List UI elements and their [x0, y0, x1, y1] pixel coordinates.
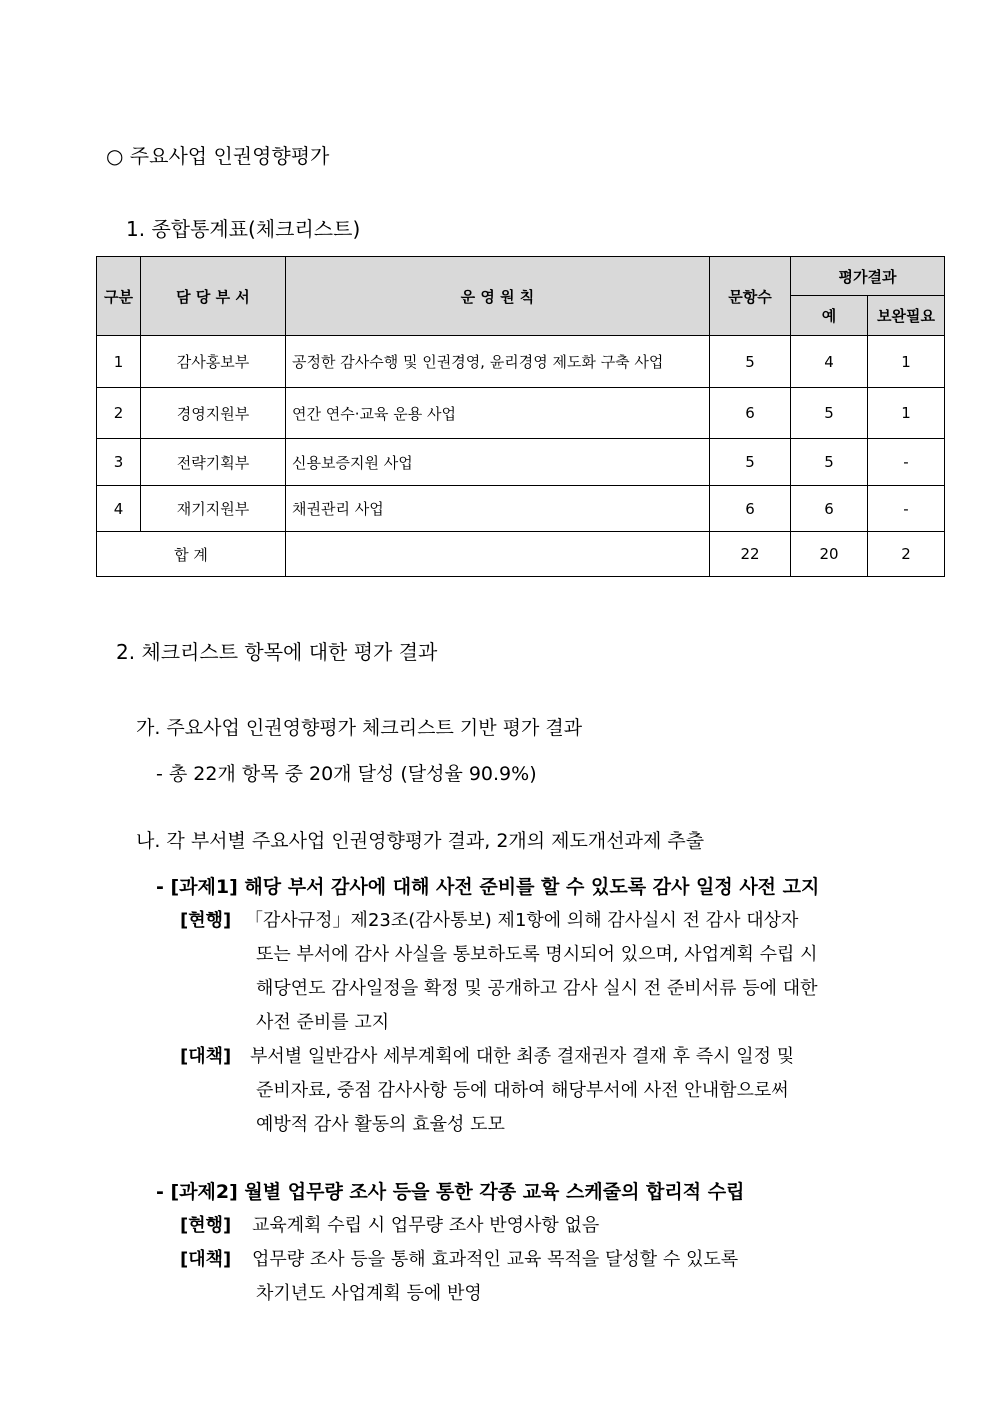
- cell-principle: 공정한 감사수행 및 인권경영, 윤리경영 제도화 구축 사업: [286, 336, 710, 388]
- header-result: 평가결과: [791, 257, 945, 296]
- section1-title: 1. 종합통계표(체크리스트): [126, 217, 361, 241]
- cell-need: -: [868, 439, 945, 486]
- task2-measure-line: 차기년도 사업계획 등에 반영: [256, 1283, 482, 1304]
- task1-measure-line: 부서별 일반감사 세부계획에 대한 최종 결재권자 결재 후 즉시 일정 및: [250, 1046, 795, 1067]
- table-row: [97, 388, 945, 439]
- task1-current-line: 「감사규정」제23조(감사통보) 제1항에 의해 감사실시 전 감사 대상자: [245, 910, 799, 931]
- summary-table: [96, 256, 945, 577]
- cell-need: -: [868, 486, 945, 532]
- subsection-ga-item: - 총 22개 항목 중 20개 달성 (달성율 90.9%): [156, 763, 537, 785]
- table-row: [97, 336, 945, 388]
- task1-measure-line: 준비자료, 중점 감사사항 등에 대하여 해당부서에 사전 안내함으로써: [256, 1080, 789, 1101]
- header-dept: 담 당 부 서: [141, 257, 286, 336]
- main-heading: ○ 주요사업 인권영향평가: [106, 144, 330, 168]
- task1-current-line: 또는 부서에 감사 사실을 통보하도록 명시되어 있으며, 사업계획 수립 시: [256, 944, 818, 965]
- cell-principle: 신용보증지원 사업: [286, 439, 710, 486]
- task2-current-tag: [현행]: [180, 1215, 232, 1236]
- table-total-row: [97, 532, 945, 577]
- cell-need: 1: [868, 336, 945, 388]
- subsection-na-title: 나. 각 부서별 주요사업 인권영향평가 결과, 2개의 제도개선과제 추출: [136, 830, 705, 852]
- cell-no: 1: [97, 336, 141, 388]
- task1-title: - [과제1] 해당 부서 감사에 대해 사전 준비를 할 수 있도록 감사 일정 사전 고지: [156, 876, 820, 898]
- task1-current-tag: [현행]: [180, 910, 232, 931]
- cell-principle: 채권관리 사업: [286, 486, 710, 532]
- header-principle: 운 영 원 칙: [286, 257, 710, 336]
- cell-no: 3: [97, 439, 141, 486]
- cell-no: 4: [97, 486, 141, 532]
- total-label: 합 계: [97, 532, 286, 577]
- cell-dept: 재기지원부: [141, 486, 286, 532]
- header-gubun: 구분: [97, 257, 141, 336]
- cell-dept: 경영지원부: [141, 388, 286, 439]
- header-yes: 예: [791, 296, 868, 336]
- total-count: 22: [710, 532, 791, 577]
- cell-count: 6: [710, 486, 791, 532]
- cell-yes: 6: [791, 486, 868, 532]
- header-need: 보완필요: [868, 296, 945, 336]
- task2-measure-tag: [대책]: [180, 1249, 232, 1270]
- total-need: 2: [868, 532, 945, 577]
- task1-current-line: 사전 준비를 고지: [256, 1012, 390, 1033]
- cell-dept: 감사홍보부: [141, 336, 286, 388]
- cell-need: 1: [868, 388, 945, 439]
- task1-measure-line: 예방적 감사 활동의 효율성 도모: [256, 1114, 505, 1135]
- cell-yes: 5: [791, 439, 868, 486]
- cell-principle: 연간 연수·교육 운용 사업: [286, 388, 710, 439]
- table-row: [97, 439, 945, 486]
- task1-measure-tag: [대책]: [180, 1046, 232, 1067]
- cell-dept: 전략기획부: [141, 439, 286, 486]
- cell-count: 5: [710, 439, 791, 486]
- cell-yes: 4: [791, 336, 868, 388]
- header-count: 문항수: [710, 257, 791, 336]
- total-principle-empty: [286, 532, 710, 577]
- task2-measure-line: 업무량 조사 등을 통해 효과적인 교육 목적을 달성할 수 있도록: [252, 1249, 739, 1270]
- task1-current-line: 해당연도 감사일정을 확정 및 공개하고 감사 실시 전 준비서류 등에 대한: [256, 978, 818, 999]
- table-row: [97, 486, 945, 532]
- subsection-ga-title: 가. 주요사업 인권영향평가 체크리스트 기반 평가 결과: [136, 717, 583, 739]
- cell-no: 2: [97, 388, 141, 439]
- task2-title: - [과제2] 월별 업무량 조사 등을 통한 각종 교육 스케줄의 합리적 수립: [156, 1181, 745, 1203]
- cell-count: 6: [710, 388, 791, 439]
- total-yes: 20: [791, 532, 868, 577]
- task2-current-line: 교육계획 수립 시 업무량 조사 반영사항 없음: [252, 1215, 600, 1236]
- cell-yes: 5: [791, 388, 868, 439]
- section2-title: 2. 체크리스트 항목에 대한 평가 결과: [116, 640, 438, 664]
- cell-count: 5: [710, 336, 791, 388]
